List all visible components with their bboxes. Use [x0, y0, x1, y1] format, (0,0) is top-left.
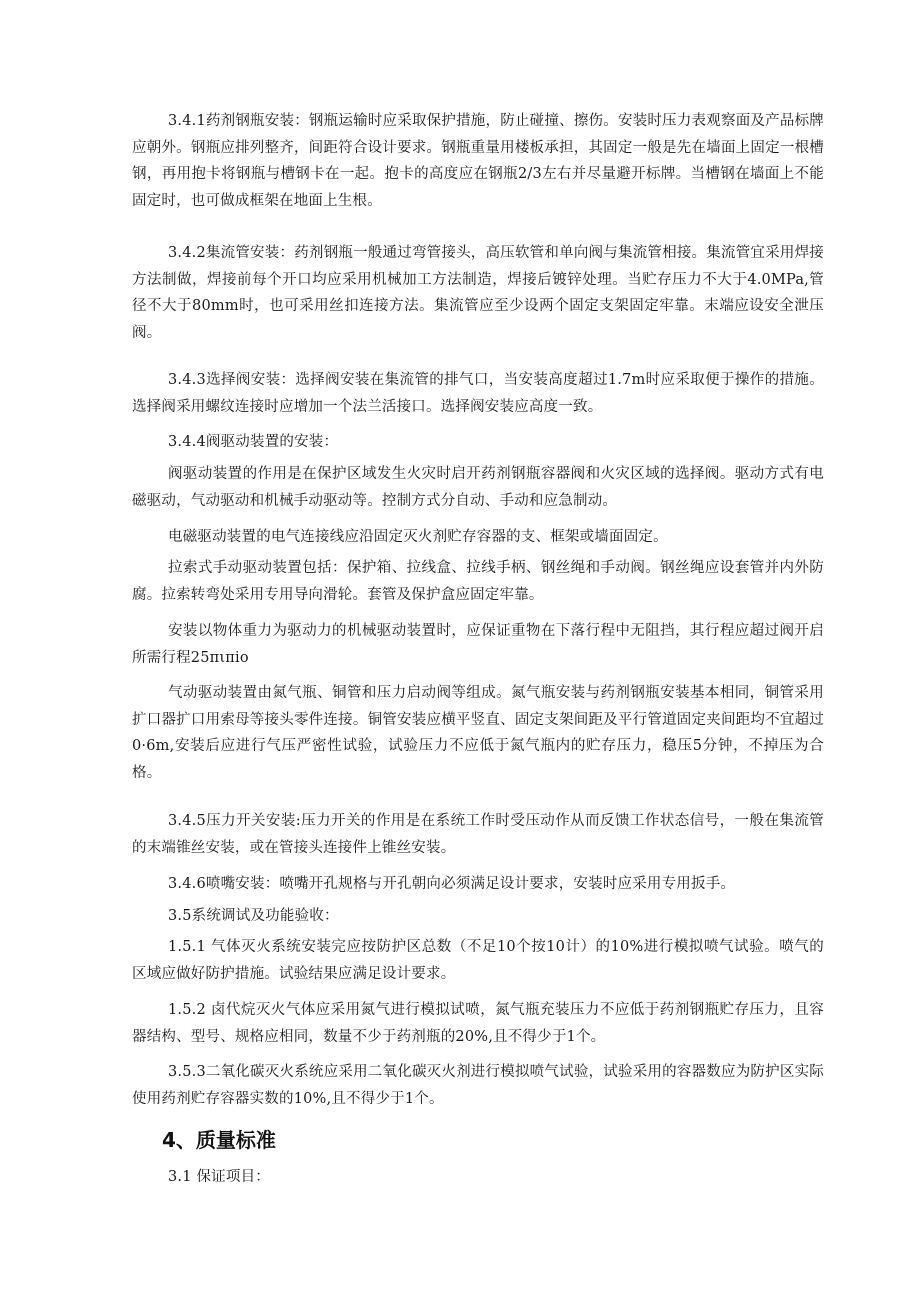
paragraph-3-4-6: 3.4.6喷嘴安装：喷嘴开孔规格与开孔朝向必须满足设计要求，安装时应采用专用扳手。 — [168, 876, 736, 892]
paragraph-gravity-drive: 安装以物体重力为驱动力的机械驱动装置时，应保证重物在下落行程中无阻挡，其行程应超过阀开启所需行程25πιπio — [132, 623, 824, 666]
paragraph-electromagnetic-drive: 电磁驱动装置的电气连接线应沿固定灭火剂贮存容器的支、框架或墙面固定。 — [168, 529, 668, 545]
paragraph-3-4-2: 3.4.2集流管安装：药剂钢瓶一般通过弯管接头，高压软管和单向阀与集流管相接。集流管宜采用焊接方法制做，焊接前每个开口均应采用机械加工方法制造，焊接后镀锌处理。当贮存压力不大于4.0MPa,管径不大于80mm时，也可采用丝扣连接方法。集流管应至少设两个固定支架固定牢靠。末端应设安全泄压阀。 — [132, 245, 824, 341]
paragraph-3-4-5: 3.4.5压力开关安装:压力开关的作用是在系统工作时受压动作从而反馈工作状态信号，一般在集流管的末端锥丝安装，或在管接头连接件上锥丝安装。 — [132, 813, 824, 856]
paragraph-3-4-4-heading: 3.4.4阀驱动装置的安装： — [168, 434, 339, 450]
paragraph-guarantee-items: 3.1 保证项目： — [168, 1169, 270, 1185]
paragraph-3-5-3: 3.5.3二氧化碳灭火系统应采用二氧化碳灭火剂进行模拟喷气试验，试验采用的容器数应为防护区实际使用药剂贮存容器实数的10%,且不得少于1个。 — [132, 1064, 824, 1107]
paragraph-pneumatic-drive: 气动驱动装置由氮气瓶、铜管和压力启动阀等组成。氮气瓶安装与药剂钢瓶安装基本相同，铜管采用扩口器扩口用索母等接头零件连接。铜管安装应横平竖直、固定支架间距及平行管道固定夹间距均不宜超过0·6m,安装后应进行气压严密性试验，试验压力不应低于氮气瓶内的贮存压力，稳压5分钟，不掉压为合格。 — [132, 685, 824, 781]
paragraph-1-5-1: 1.5.1 气体灭火系统安装完应按防护区总数（不足10个按10计）的10%进行模拟喷气试验。喷气的区域应做好防护措施。试验结果应满足设计要求。 — [132, 939, 824, 982]
paragraph-3-4-1: 3.4.1药剂钢瓶安装：钢瓶运输时应采取保护措施，防止碰撞、擦伤。安装时压力表观察面及产品标牌应朝外。钢瓶应排列整齐，间距符合设计要求。钢瓶重量用楼板承担，其固定一般是先在墙面上固定一根槽钢，再用抱卡将钢瓶与槽钢卡在一起。抱卡的高度应在钢瓶2/3左右并尽量避开标牌。当槽钢在墙面上不能固定时，也可做成框架在地面上生根。 — [132, 113, 824, 209]
section-heading: 4、质量标准 — [162, 1128, 276, 1152]
paragraph-3-4-3: 3.4.3选择阀安装：选择阀安装在集流管的排气口，当安装高度超过1.7m时应采取便于操作的措施。选择阀采用螺纹连接时应增加一个法兰活接口。选择阀安装应高度一致。 — [132, 372, 824, 415]
paragraph-cable-drive: 拉索式手动驱动装置包括：保护箱、拉线盒、拉线手柄、钢丝绳和手动阀。钢丝绳应设套管并内外防腐。拉索转弯处采用专用导向滑轮。套管及保护盒应固定牢靠。 — [132, 560, 824, 603]
paragraph-1-5-2: 1.5.2 卤代烷灭火气体应采用氮气进行模拟试喷，氮气瓶充装压力不应低于药剂钢瓶贮存压力，且容器结构、型号、规格应相同，数量不少于药剂瓶的20%,且不得少于1个。 — [132, 1002, 824, 1045]
paragraph-valve-drive-purpose: 阀驱动装置的作用是在保护区域发生火灾时启开药剂钢瓶容器阀和火灾区域的选择阀。驱动方式有电磁驱动，气动驱动和机械手动驱动等。控制方式分自动、手动和应急制动。 — [132, 466, 824, 509]
paragraph-3-5-heading: 3.5系统调试及功能验收： — [168, 908, 339, 924]
